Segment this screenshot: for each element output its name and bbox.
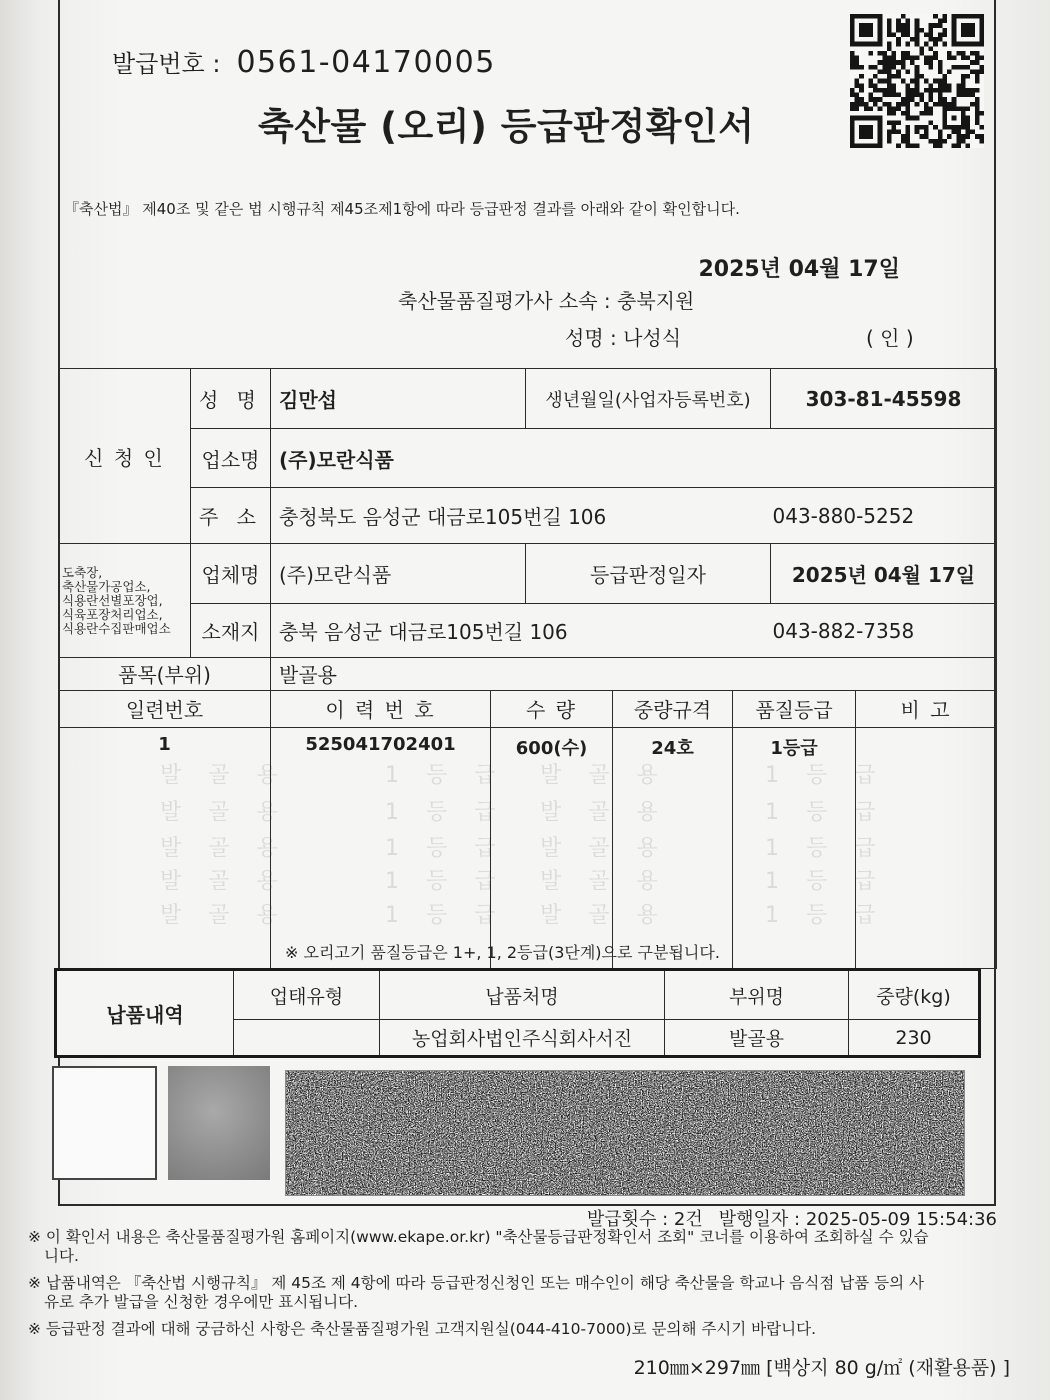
header-weight-spec: 중량규격 [613, 690, 733, 727]
document-title: 축산물 (오리) 등급판정확인서 [258, 105, 755, 148]
company-location: 충북 음성군 대금로105번길 106 [271, 604, 771, 658]
delivery-weight: 230 [849, 1020, 980, 1057]
seal-mark: ( 인 ) [866, 326, 914, 350]
gray-seal-image [168, 1066, 270, 1180]
header-business-type: 업태유형 [234, 970, 380, 1020]
part-name: 발골용 [665, 1020, 849, 1057]
grader-affiliation: 축산물품질평가사 소속 : 충북지원 [398, 289, 695, 313]
watermark-text: 발 골 용 [160, 836, 288, 861]
confirmation-date: 2025년 04월 17일 [698, 257, 900, 282]
business-type-line: 식용란수집판매업소 [62, 620, 171, 636]
issue-count: 발급횟수 : 2건 [586, 1209, 703, 1230]
header-trace-number: 이 력 번 호 [271, 690, 491, 727]
name-label: 성 명 [191, 369, 271, 429]
watermark-text: 발 골 용 [160, 800, 288, 825]
applicant-name-row [59, 369, 997, 429]
business-type-line: 도축장, [62, 564, 103, 580]
watermark-text: 발 골 용 [160, 869, 288, 894]
applicant-phone: 043-880-5252 [771, 488, 997, 544]
applicant-address: 충청북도 음성군 대금로105번길 106 [271, 488, 771, 544]
watermark-text: 발 골 용 [540, 836, 668, 861]
address-row [59, 488, 997, 544]
watermark-text: 발 골 용 [160, 903, 288, 928]
company-label: 업체명 [191, 544, 271, 604]
quantity: 600(수) [491, 727, 613, 968]
issue-number: 0561-04170005 [236, 45, 496, 80]
business-type-line: 식용란선별포장업, [62, 592, 163, 608]
delivery-header-row [56, 970, 980, 1020]
remark [856, 727, 997, 968]
business-reg-number: 303-81-45598 [771, 369, 997, 429]
footer-note: ※ 이 확인서 내용은 축산물품질평가원 홈페이지(www.ekape.or.kr) "축산물등급판정확인서 조회" 코너를 이용하여 조회하실 수 있습니다. [28, 1228, 929, 1265]
watermark-text: 1 등 급 [765, 763, 886, 788]
watermark-text: 1 등 급 [385, 763, 506, 788]
business-type-line: 축산물가공업소, [62, 578, 151, 594]
watermark-text: 1 등 급 [385, 836, 506, 861]
paper-spec: 210㎜×297㎜ [백상지 80 g/㎡ (재활용품) ] [633, 1357, 1010, 1379]
watermark-text: 1 등 급 [765, 836, 886, 861]
watermark-text: 발 골 용 [540, 869, 668, 894]
grading-results-table [58, 657, 997, 969]
location-row [59, 604, 997, 658]
watermark-text: 1 등 급 [765, 869, 886, 894]
header-recipient: 납품처명 [380, 970, 665, 1020]
watermark-text: 발 골 용 [540, 763, 668, 788]
watermark-text: 발 골 용 [160, 763, 288, 788]
delivery-table [54, 968, 981, 1058]
business-type [234, 1020, 380, 1057]
header-weight: 중량(kg) [849, 970, 980, 1020]
shop-row [59, 429, 997, 488]
item-row [59, 657, 997, 690]
shop-name: (주)모란식품 [271, 429, 997, 488]
shop-label: 업소명 [191, 429, 271, 488]
results-header-row [59, 690, 997, 727]
footer-note: ※ 등급판정 결과에 대해 궁금하신 사항은 축산물품질평가원 고객지원실(044-410-7000)로 문의해 주시기 바랍니다. [28, 1320, 817, 1338]
footer-notes [28, 1228, 938, 1347]
location-label: 소재지 [191, 604, 271, 658]
issue-number-label: 발급번호 : [112, 50, 221, 78]
watermark-text: 발 골 용 [540, 903, 668, 928]
recipient-name: 농업회사법인주식회사서진 [380, 1020, 665, 1057]
item-label: 품목(부위) [59, 657, 271, 690]
birth-label: 생년월일(사업자등록번호) [526, 369, 771, 429]
company-name: (주)모란식품 [271, 544, 526, 604]
qr-code [850, 14, 984, 148]
company-phone: 043-882-7358 [771, 604, 997, 658]
grading-date: 2025년 04월 17일 [771, 544, 997, 604]
security-pattern [286, 1071, 965, 1196]
business-group-label [59, 544, 191, 658]
applicant-group-label: 신 청 인 [59, 369, 191, 544]
footer-note: ※ 납품내역은 『축산법 시행규칙』 제 45조 제 4항에 따라 등급판정신청인 또는 매수인이 해당 축산물을 학교나 음식점 납품 등의 사유로 추가 발급을 신청한 경우에만 표시됩니다. [28, 1274, 924, 1311]
header-serial: 일련번호 [59, 690, 271, 727]
trace-number: 525041702401 [271, 727, 491, 968]
table-row [59, 727, 997, 968]
watermark-text: 발 골 용 [540, 800, 668, 825]
watermark-text: 1 등 급 [765, 800, 886, 825]
header-part: 부위명 [665, 970, 849, 1020]
watermark-text: 1 등 급 [765, 903, 886, 928]
serial-number: 1 [59, 727, 271, 968]
header-grade: 품질등급 [733, 690, 856, 727]
quality-grade: 1등급 [733, 727, 856, 968]
intro-statement: 『축산법』 제40조 및 같은 법 시행규칙 제45조제1항에 따라 등급판정 결과를 아래와 같이 확인합니다. [64, 200, 740, 218]
item-value: 발골용 [271, 657, 997, 690]
company-row [59, 544, 997, 604]
watermark-text: 1 등 급 [385, 869, 506, 894]
issue-number-row [112, 44, 496, 80]
blank-photo-box [52, 1066, 157, 1180]
header-quantity: 수 량 [491, 690, 613, 727]
qr-modules [850, 14, 984, 148]
issue-datetime: 발행일자 : 2025-05-09 15:54:36 [718, 1209, 997, 1230]
applicant-name: 김만섭 [271, 369, 526, 429]
applicant-table [58, 368, 997, 658]
watermark-text: 1 등 급 [385, 903, 506, 928]
header-remark: 비 고 [856, 690, 997, 727]
grader-name: 성명 : 나성식 [565, 326, 682, 350]
grading-date-label: 등급판정일자 [526, 544, 771, 604]
business-type-line: 식육포장처리업소, [62, 606, 163, 622]
security-pattern-box [285, 1070, 965, 1196]
address-label: 주 소 [191, 488, 271, 544]
speckle-fill [286, 1071, 965, 1196]
watermark-text: 1 등 급 [385, 800, 506, 825]
grade-note: ※ 오리고기 품질등급은 1+, 1, 2등급(3단계)으로 구분됩니다. [285, 943, 720, 962]
delivery-label: 납품내역 [56, 970, 234, 1057]
weight-spec: 24호 [613, 727, 733, 968]
